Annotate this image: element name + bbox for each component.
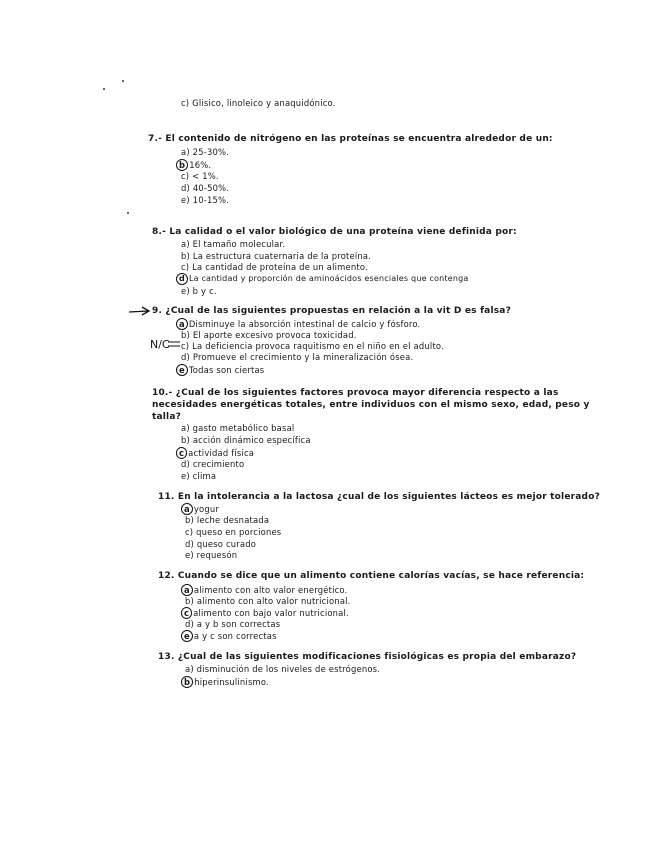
q13-option-a: a) disminución de los niveles de estrógenos. bbox=[185, 664, 381, 674]
q8-option-d-text: La cantidad y proporción de aminoácidos esenciales que contenga bbox=[188, 274, 469, 283]
q11-option-c: c) queso en porciones bbox=[185, 527, 282, 537]
q8-question: 8.- La calidad o el valor biológico de una proteína viene definida por: bbox=[152, 227, 517, 237]
q9-option-e-text: Todas son ciertas bbox=[188, 365, 265, 375]
q8-option-d bbox=[176, 273, 469, 285]
q12-option-e bbox=[181, 630, 277, 642]
q12-option-c-text: alimento con bajo valor nutricional. bbox=[193, 608, 349, 618]
q8-option-b: b) La estructura cuaternaria de la proteína. bbox=[181, 251, 372, 261]
q9-option-c: c) La deficiencia provoca raquitismo en el niño en el adulto. bbox=[181, 341, 444, 351]
answer-circle-mark: a bbox=[176, 318, 188, 330]
answer-circle-mark: a bbox=[181, 584, 193, 596]
q9-question: 9. ¿Cual de las siguientes propuestas en relación a la vit D es falsa? bbox=[152, 306, 511, 316]
answer-circle-mark: b bbox=[176, 159, 188, 171]
answer-circle-mark: e bbox=[181, 630, 193, 642]
q13-question: 13. ¿Cual de las siguientes modificaciones fisiológicas es propia del embarazo? bbox=[158, 652, 577, 662]
q11-option-a-text: yogur bbox=[193, 504, 220, 514]
q10-option-a: a) gasto metabólico basal bbox=[181, 423, 295, 433]
q11-option-e: e) requesón bbox=[185, 550, 238, 560]
q12-option-a bbox=[181, 584, 347, 596]
q12-option-b: b) alimento con alto valor nutricional. bbox=[185, 596, 351, 606]
q13-option-b-text: hiperinsulinismo. bbox=[194, 677, 269, 687]
q12-option-c bbox=[181, 607, 349, 619]
q10-option-d: d) crecimiento bbox=[181, 459, 245, 469]
q9-option-e bbox=[176, 364, 264, 376]
answer-circle-mark: e bbox=[176, 364, 188, 376]
q12-option-e-text: a y c son correctas bbox=[193, 631, 277, 641]
q9-option-d: d) Promueve el crecimiento y la mineralización ósea. bbox=[181, 352, 414, 362]
answer-circle-mark: a bbox=[181, 503, 193, 515]
q6-option-c: c) Glisico, linoleico y anaquidónico. bbox=[181, 98, 336, 108]
q12-option-a-text: alimento con alto valor energético. bbox=[193, 585, 348, 595]
answer-circle-mark: d bbox=[176, 273, 188, 285]
q7-option-a: a) 25-30%. bbox=[181, 147, 230, 157]
scan-speck bbox=[127, 212, 129, 214]
q10-question-line3: talla? bbox=[152, 412, 182, 422]
q10-option-e: e) clima bbox=[181, 471, 217, 481]
q8-option-e: e) b y c. bbox=[181, 286, 217, 296]
q9-option-a bbox=[176, 318, 420, 330]
margin-note-nc: N/C bbox=[150, 338, 170, 351]
q8-option-a: a) El tamaño molecular. bbox=[181, 239, 286, 249]
margin-arrow-icon bbox=[128, 305, 152, 317]
q7-option-d: d) 40-50%. bbox=[181, 183, 230, 193]
q10-option-c bbox=[176, 447, 254, 459]
scan-speck bbox=[103, 88, 105, 90]
q9-option-a-text: Disminuye la absorción intestinal de calcio y fósforo. bbox=[188, 319, 421, 329]
q11-option-a bbox=[181, 503, 219, 515]
answer-circle-mark: c bbox=[181, 607, 192, 619]
q10-question-line2: necesidades energéticas totales, entre individuos con el mismo sexo, edad, peso y bbox=[152, 400, 590, 410]
q9-option-b: b) El aporte excesivo provoca toxicidad. bbox=[181, 330, 357, 340]
answer-circle-mark: c bbox=[176, 447, 187, 459]
q13-option-b bbox=[181, 676, 269, 688]
q10-option-c-text: actividad física bbox=[188, 448, 255, 458]
q12-option-d: d) a y b son correctas bbox=[185, 619, 281, 629]
q7-option-b-text: 16%. bbox=[189, 160, 212, 170]
q11-question: 11. En la intolerancia a la lactosa ¿cual de los siguientes lácteos es mejor tolerado? bbox=[158, 492, 601, 502]
q10-option-b: b) acción dinámico específica bbox=[181, 435, 311, 445]
q11-option-d: d) queso curado bbox=[185, 539, 257, 549]
q11-option-b: b) leche desnatada bbox=[185, 515, 270, 525]
q10-question-line1: 10.- ¿Cual de los siguientes factores provoca mayor diferencia respecto a las bbox=[152, 388, 559, 398]
q12-question: 12. Cuando se dice que un alimento contiene calorías vacías, se hace referencia: bbox=[158, 571, 585, 581]
q7-option-e: e) 10-15%. bbox=[181, 195, 230, 205]
q7-option-b bbox=[176, 159, 211, 171]
q7-option-c: c) < 1%. bbox=[181, 171, 219, 181]
q8-option-c: c) La cantidad de proteína de un alimento. bbox=[181, 262, 368, 272]
q7-question: 7.- El contenido de nitrógeno en las proteínas se encuentra alrededor de un: bbox=[148, 134, 553, 144]
scan-speck bbox=[122, 80, 124, 82]
answer-circle-mark: b bbox=[181, 676, 193, 688]
